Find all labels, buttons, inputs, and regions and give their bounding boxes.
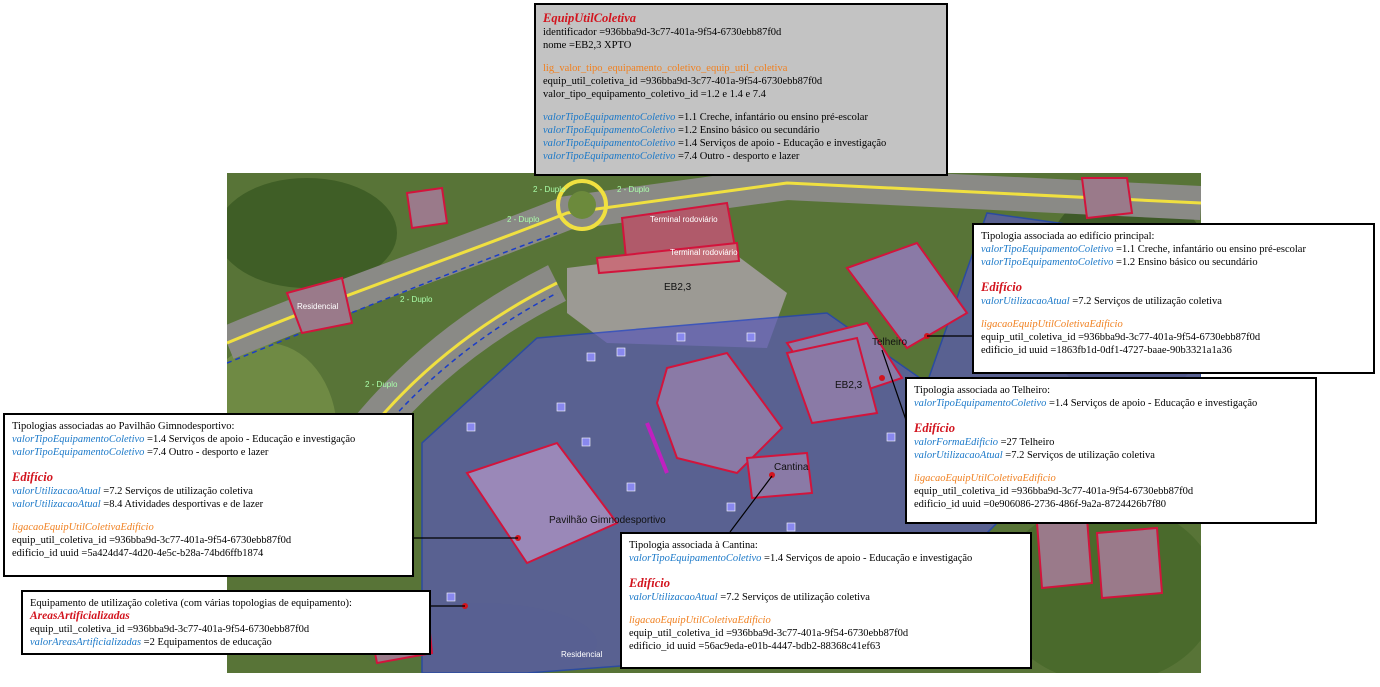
equip-field: equip_util_coletiva_id =936bba9d-3c77-401a-9f54-6730ebb87f0d	[981, 332, 1261, 343]
map-label-cantina: Cantina	[774, 462, 809, 473]
map-label-terminal-2: Terminal rodoviário	[670, 248, 738, 257]
edificio-title: Edifício	[12, 470, 53, 484]
valor-value: =2 Equipamentos de educação	[141, 637, 272, 648]
tipo-row-value: =7.4 Outro - desporto e lazer	[144, 447, 269, 458]
map-label-residencial-2: Residencial	[561, 650, 603, 659]
tipo-row	[543, 137, 939, 150]
box-heading: Equipamento de utilização coletiva (com várias topologias de equipamento):	[30, 598, 352, 609]
equip-field: equip_util_coletiva_id =936bba9d-3c77-401a-9f54-6730ebb87f0d	[30, 624, 310, 635]
tipo-row	[981, 243, 1366, 256]
tipo-row-key: valorTipoEquipamentoColetivo	[543, 112, 676, 123]
tipo-row	[543, 124, 939, 137]
tipo-row-value: =1.1 Creche, infantário ou ensino pré-escolar	[1113, 244, 1306, 255]
tipo-row	[914, 397, 1308, 410]
tipo-row-key: valorTipoEquipamentoColetivo	[629, 553, 762, 564]
equip-util-coletiva-box	[534, 3, 948, 176]
pavilhao-box	[3, 413, 414, 577]
telheiro-box	[905, 377, 1317, 524]
map-label-road-4: 2 - Duplo	[400, 295, 433, 304]
map-label-road-1: 2 - Duplo	[507, 215, 540, 224]
areas-title: AreasArtificializadas	[30, 610, 130, 622]
uso-key: valorUtilizacaoAtual	[629, 592, 718, 603]
tipo-row	[543, 150, 939, 163]
tipo-row	[12, 433, 405, 446]
box-heading: Tipologia associada ao Telheiro:	[914, 385, 1051, 396]
tipo-row	[12, 446, 405, 459]
edificio-id-field: edificio_id uuid =0e906086-2736-486f-9a2a-8724426b7f80	[914, 499, 1167, 510]
lig-equip-field: equip_util_coletiva_id =936bba9d-3c77-401a-9f54-6730ebb87f0d	[543, 76, 823, 87]
map-label-terminal-1: Terminal rodoviário	[650, 215, 718, 224]
tipo-row-key: valorTipoEquipamentoColetivo	[543, 138, 676, 149]
uso-value: =7.2 Serviços de utilização coletiva	[717, 592, 870, 603]
uso-row	[629, 591, 1023, 604]
uso-row	[981, 295, 1366, 308]
tipo-row-key: valorTipoEquipamentoColetivo	[981, 257, 1114, 268]
tipo-row-value: =1.2 Ensino básico ou secundário	[675, 125, 820, 136]
tipo-row-value: =1.4 Serviços de apoio - Educação e investigação	[144, 434, 356, 445]
areas-artificializadas-box	[21, 590, 431, 655]
tipo-row-key: valorTipoEquipamentoColetivo	[981, 244, 1114, 255]
box-heading: Tipologia associada ao edifício principal:	[981, 231, 1155, 242]
uso-key: valorUtilizacaoAtual	[981, 296, 1070, 307]
box-heading: Tipologia associada à Cantina:	[629, 540, 758, 551]
map-label-pavilhao: Pavilhão Gimnodesportivo	[549, 515, 666, 526]
uso-key: valorUtilizacaoAtual	[12, 486, 101, 497]
tipo-row-value: =1.1 Creche, infantário ou ensino pré-escolar	[675, 112, 868, 123]
main-building-box	[972, 223, 1375, 374]
lig-valor-field: valor_tipo_equipamento_coletivo_id =1.2 e 1.4 e 7.4	[543, 89, 766, 100]
uso-key: valorUtilizacaoAtual	[914, 450, 1003, 461]
lig-title: lig_valor_tipo_equipamento_coletivo_equip_util_coletiva	[543, 63, 788, 74]
lig-title: ligacaoEquipUtilColetivaEdificio	[629, 615, 771, 626]
edificio-title: Edifício	[629, 576, 670, 590]
lig-title: ligacaoEquipUtilColetivaEdificio	[12, 522, 154, 533]
box-title: EquipUtilColetiva	[543, 11, 637, 25]
identificador-field: identificador =936bba9d-3c77-401a-9f54-6730ebb87f0d	[543, 27, 782, 38]
uso-value: =7.2 Serviços de utilização coletiva	[1002, 450, 1155, 461]
nome-field: nome =EB2,3 XPTO	[543, 40, 632, 51]
box-heading: Tipologias associadas ao Pavilhão Gimnodesportivo:	[12, 421, 235, 432]
map-label-eb23-b: EB2,3	[835, 380, 863, 391]
map-label-road-3: 2 - Duplo	[533, 185, 566, 194]
tipo-row	[629, 552, 1023, 565]
uso-value: =8.4 Atividades desportivas e de lazer	[100, 499, 264, 510]
tipo-row-value: =1.4 Serviços de apoio - Educação e investigação	[1046, 398, 1258, 409]
equip-field: equip_util_coletiva_id =936bba9d-3c77-401a-9f54-6730ebb87f0d	[629, 628, 909, 639]
valor-row	[30, 636, 422, 649]
uso-row	[914, 449, 1308, 462]
edificio-id-field: edificio_id uuid =1863fb1d-0df1-4727-baae-90b3321a1a36	[981, 345, 1232, 356]
equip-field: equip_util_coletiva_id =936bba9d-3c77-401a-9f54-6730ebb87f0d	[12, 535, 292, 546]
forma-value: =27 Telheiro	[998, 437, 1055, 448]
edificio-id-field: edificio_id uuid =5a424d47-4d20-4e5c-b28a-74bd6ffb1874	[12, 548, 264, 559]
map-label-residencial-1: Residencial	[297, 302, 339, 311]
map-label-road-2: 2 - Duplo	[617, 185, 650, 194]
tipo-row-value: =7.4 Outro - desporto e lazer	[675, 151, 800, 162]
tipo-row	[543, 111, 939, 124]
uso-key: valorUtilizacaoAtual	[12, 499, 101, 510]
valor-key: valorAreasArtificializadas	[30, 637, 142, 648]
uso-value: =7.2 Serviços de utilização coletiva	[100, 486, 253, 497]
edificio-title: Edifício	[914, 421, 955, 435]
edificio-id-field: edificio_id uuid =56ac9eda-e01b-4447-bdb2-88368c41ef63	[629, 641, 881, 652]
tipo-row-key: valorTipoEquipamentoColetivo	[914, 398, 1047, 409]
map-label-road-5: 2 - Duplo	[365, 380, 398, 389]
forma-row	[914, 436, 1308, 449]
lig-title: ligacaoEquipUtilColetivaEdificio	[981, 319, 1123, 330]
tipo-row-key: valorTipoEquipamentoColetivo	[12, 434, 145, 445]
tipo-row-key: valorTipoEquipamentoColetivo	[12, 447, 145, 458]
tipo-row	[981, 256, 1366, 269]
cantina-box	[620, 532, 1032, 669]
tipo-row-value: =1.2 Ensino básico ou secundário	[1113, 257, 1258, 268]
tipo-row-key: valorTipoEquipamentoColetivo	[543, 151, 676, 162]
lig-title: ligacaoEquipUtilColetivaEdificio	[914, 473, 1056, 484]
tipo-row-value: =1.4 Serviços de apoio - Educação e investigação	[675, 138, 887, 149]
uso-row	[12, 485, 405, 498]
edificio-title: Edifício	[981, 280, 1022, 294]
map-label-eb23-a: EB2,3	[664, 282, 692, 293]
uso-row	[12, 498, 405, 511]
equip-field: equip_util_coletiva_id =936bba9d-3c77-401a-9f54-6730ebb87f0d	[914, 486, 1194, 497]
uso-value: =7.2 Serviços de utilização coletiva	[1069, 296, 1222, 307]
forma-key: valorFormaEdificio	[914, 437, 998, 448]
tipo-row-key: valorTipoEquipamentoColetivo	[543, 125, 676, 136]
map-label-telheiro: Telheiro	[872, 337, 908, 348]
tipo-row-value: =1.4 Serviços de apoio - Educação e investigação	[761, 553, 973, 564]
